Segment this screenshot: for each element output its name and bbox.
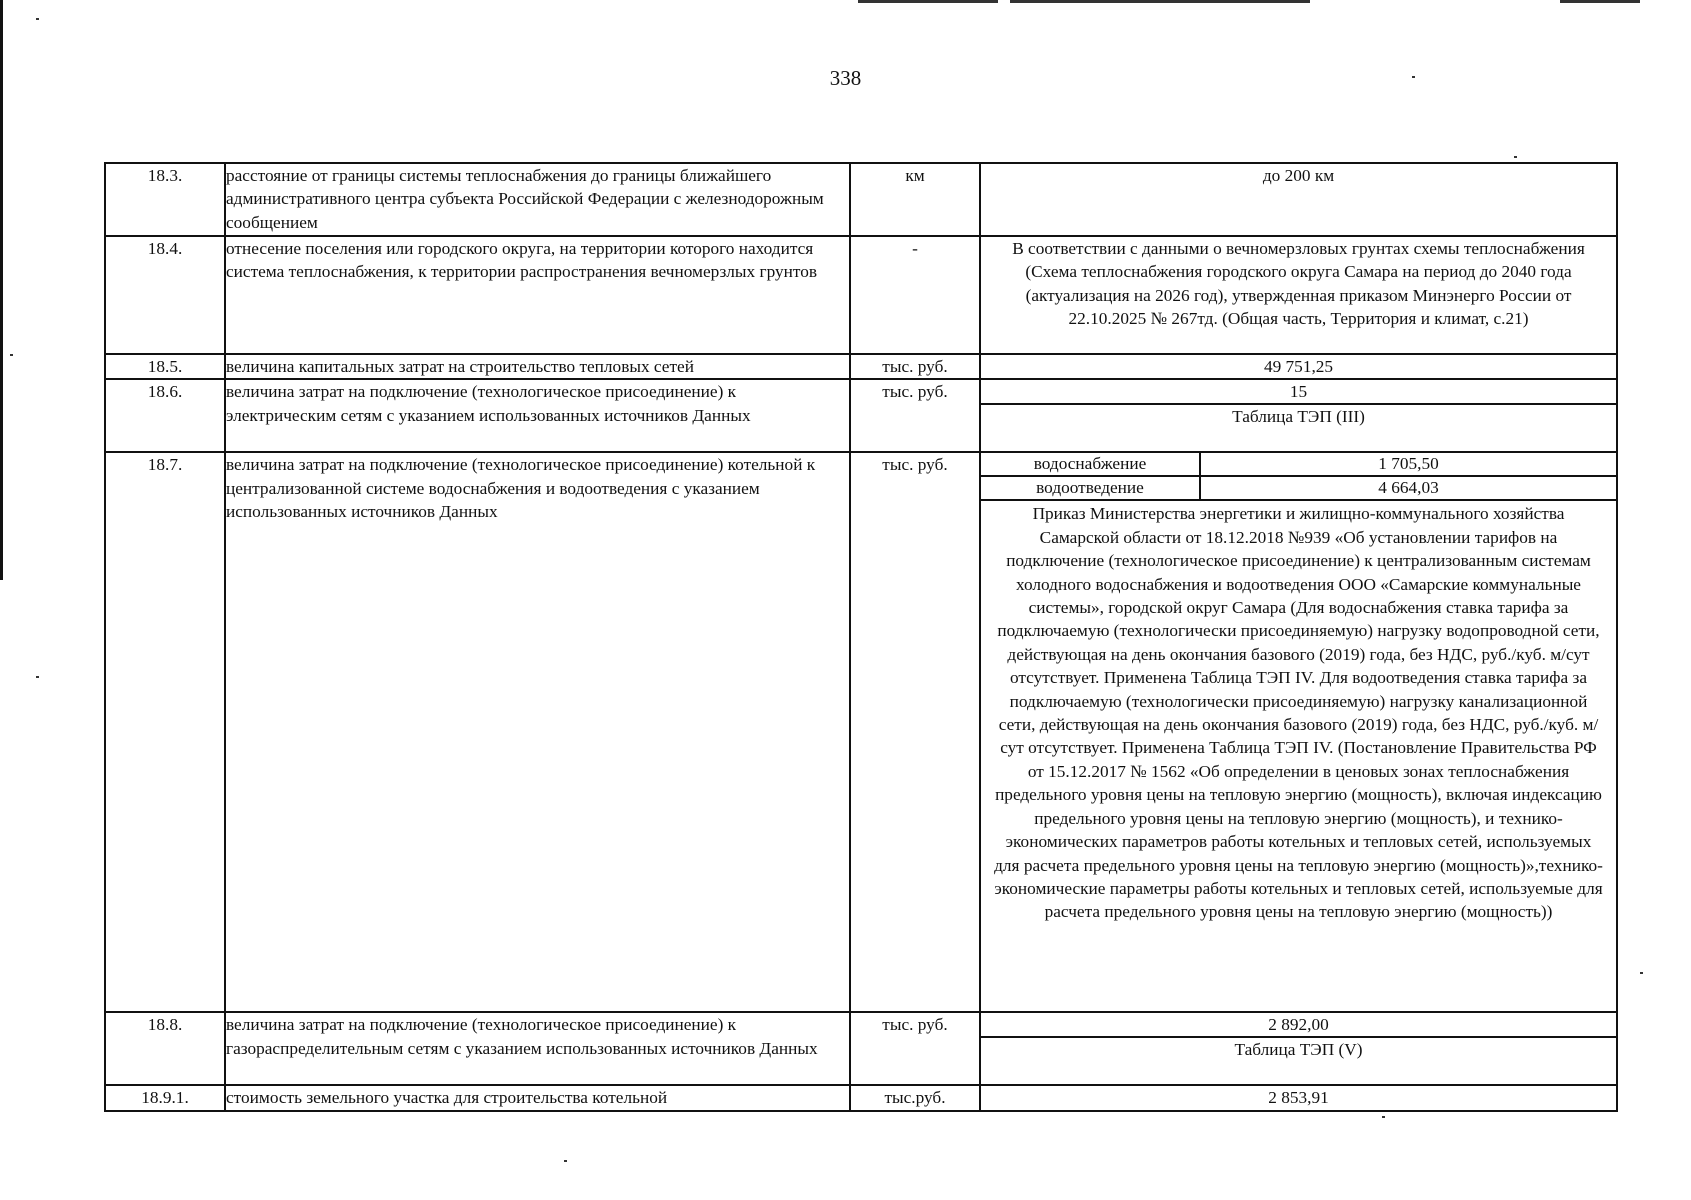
row-value-cell bbox=[980, 1012, 1617, 1085]
row-value: до 200 км bbox=[980, 163, 1617, 236]
table-row bbox=[105, 236, 1617, 354]
row-number: 18.8. bbox=[105, 1012, 225, 1085]
scan-top-fragment bbox=[858, 0, 998, 3]
row-source: Приказ Министерства энергетики и жилищно-коммунального хозяйства Самарской области от 18.12.2018 №939 «Об установлении тарифов на подключение (технологическое присоединение) к централизованным системам холодного водоснабжения и водоотведения ООО «Самарские коммунальные системы», городской округ Самара (Для водоснабжения ставка тарифа за подключаемую (технологически присоединяемую) нагрузку водопроводной сети, действующая на день окончания базового (2019) года, без НДС, руб./куб. м/сут отсутствует. Применена Таблица ТЭП IV. Для водоотведения ставка тарифа за подключаемую (технологически присоединяемую) нагрузку канализационной сети, действующая на день окончания базового (2019) года, без НДС, руб./куб. м/сут отсутствует. Применена Таблица ТЭП IV. (Постановление Правительства РФ от 15.12.2017 № 1562 «Об определении в ценовых зонах теплоснабжения предельного уровня цены на тепловую энергию (мощность), включая индексацию предельного уровня цены на тепловую энергию (мощность), и технико-экономических параметров работы котельных и тепловых сетей, используемых для расчета предельного уровня цены на тепловую энергию (мощность)»,технико-экономические параметры работы котельных и тепловых сетей, используемые для расчета предельного уровня цены на тепловую энергию (мощность)) bbox=[994, 504, 1603, 922]
subtable-row bbox=[981, 453, 1616, 476]
table-row bbox=[105, 163, 1617, 236]
row-unit: тыс. руб. bbox=[850, 354, 980, 379]
row-description: расстояние от границы системы теплоснабжения до границы ближайшего административного центра субъекта Российской Федерации с железнодорожным сообщением bbox=[225, 163, 850, 236]
row-value: 15 bbox=[981, 380, 1616, 405]
table-row bbox=[105, 379, 1617, 452]
scan-speck bbox=[1640, 972, 1643, 974]
page-number: 338 bbox=[829, 66, 862, 90]
row-description: величина затрат на подключение (технологическое присоединение) к электрическим сетям с указанием использованных источников Данных bbox=[225, 379, 850, 452]
row-source: Таблица ТЭП (III) bbox=[1232, 407, 1365, 427]
parameters-table bbox=[104, 162, 1618, 1112]
row-number: 18.9.1. bbox=[105, 1085, 225, 1110]
row-description: величина затрат на подключение (технологическое присоединение) котельной к централизованной системе водоснабжения и водоотведения с указанием использованных источников Данных bbox=[225, 452, 850, 1012]
row-unit: тыс. руб. bbox=[850, 379, 980, 452]
row-number: 18.4. bbox=[105, 236, 225, 354]
row-description: величина затрат на подключение (технологическое присоединение) к газораспределительным сетям с указанием использованных источников Данных bbox=[225, 1012, 850, 1085]
row-unit: тыс.руб. bbox=[850, 1085, 980, 1110]
water-costs-subtable bbox=[981, 453, 1616, 501]
scan-speck bbox=[36, 18, 39, 20]
table-row bbox=[105, 452, 1617, 1012]
row-value-cell bbox=[980, 452, 1617, 1012]
row-number: 18.7. bbox=[105, 452, 225, 1012]
row-value-cell bbox=[980, 379, 1617, 452]
subtable-row bbox=[981, 476, 1616, 500]
row-unit: тыс. руб. bbox=[850, 1012, 980, 1085]
row-unit: тыс. руб. bbox=[850, 452, 980, 1012]
water-supply-value: 1 705,50 bbox=[1200, 453, 1616, 476]
row-description: стоимость земельного участка для строительства котельной bbox=[225, 1085, 850, 1110]
table-row bbox=[105, 354, 1617, 379]
row-value: 2 853,91 bbox=[980, 1085, 1617, 1110]
row-description: отнесение поселения или городского округа, на территории которого находится система теплоснабжения, к территории распространения вечномерзлых грунтов bbox=[225, 236, 850, 354]
wastewater-label: водоотведение bbox=[981, 476, 1200, 500]
scan-speck bbox=[1382, 1116, 1385, 1118]
wastewater-value: 4 664,03 bbox=[1200, 476, 1616, 500]
row-description: величина капитальных затрат на строительство тепловых сетей bbox=[225, 354, 850, 379]
row-value: 49 751,25 bbox=[980, 354, 1617, 379]
row-source: Таблица ТЭП (V) bbox=[1234, 1040, 1363, 1060]
table-row bbox=[105, 1085, 1617, 1110]
scan-speck bbox=[36, 676, 39, 678]
scan-speck bbox=[1514, 156, 1517, 158]
row-value: 2 892,00 bbox=[981, 1013, 1616, 1038]
scan-speck bbox=[564, 1160, 567, 1162]
row-number: 18.5. bbox=[105, 354, 225, 379]
scan-top-fragment bbox=[1560, 0, 1640, 3]
row-unit: км bbox=[850, 163, 980, 236]
water-supply-label: водоснабжение bbox=[981, 453, 1200, 476]
scan-top-fragment bbox=[1010, 0, 1310, 3]
row-number: 18.6. bbox=[105, 379, 225, 452]
row-number: 18.3. bbox=[105, 163, 225, 236]
row-unit: - bbox=[850, 236, 980, 354]
scan-speck bbox=[10, 354, 13, 356]
table-row bbox=[105, 1012, 1617, 1085]
row-value: В соответствии с данными о вечномерзловых грунтах схемы теплоснабжения (Схема теплоснабжения городского округа Самара на период до 2040 года (актуализация на 2026 год), утвержденная приказом Минэнерго России от 22.10.2025 № 267тд. (Общая часть, Территория и климат, с.21) bbox=[980, 236, 1617, 354]
